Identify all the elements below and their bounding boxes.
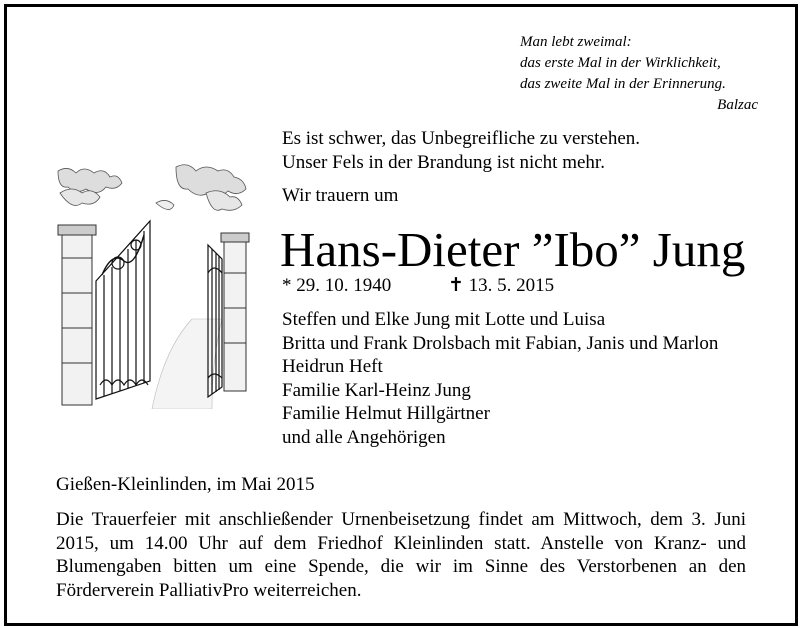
open-garden-gate-illustration	[56, 163, 250, 409]
mourner-entry: Britta und Frank Drolsbach mit Fabian, Janis und Marlon	[282, 332, 719, 354]
mourner-entry: und alle Angehörigen	[282, 426, 446, 448]
mourners-list	[282, 308, 718, 449]
intro-text	[282, 127, 640, 175]
quote-line: das erste Mal in der Wirklichkeit,	[520, 55, 721, 71]
quote-line: das zweite Mal in der Erinnerung.	[520, 76, 726, 92]
mourner-entry: Familie Helmut Hillgärtner	[282, 403, 490, 424]
quote-line: Man lebt zweimal:	[520, 34, 632, 50]
funeral-notice: Die Trauerfeier mit anschließender Urnenbeisetzung findet am Mittwoch, dem 3. Juni 2015, um 14.00 Uhr auf dem Friedhof Kleinlinden statt. Anstelle von Kranz- und Blumengaben bitten um eine Spende, die wir im Sinne des Verstorbenen an den Förderverein PalliativPro weiterreichen.	[56, 509, 746, 601]
death-date: ✝ 13. 5. 2015	[448, 275, 555, 296]
life-dates	[282, 274, 555, 298]
birth-date: * 29. 10. 1940	[282, 275, 392, 296]
intro-line: Es ist schwer, das Unbegreifliche zu verstehen.	[282, 128, 641, 149]
mourner-entry: Familie Karl-Heinz Jung	[282, 379, 471, 401]
mourner-entry: Heidrun Heft	[282, 356, 383, 377]
intro-line: Unser Fels in der Brandung ist nicht mehr.	[282, 152, 605, 173]
quote-author: Balzac	[717, 97, 758, 113]
epigraph-quote	[520, 32, 760, 116]
deceased-name: Hans-Dieter ”Ibo” Jung	[280, 222, 746, 277]
place-date: Gießen-Kleinlinden, im Mai 2015	[56, 474, 315, 495]
mourner-entry: Steffen und Elke Jung mit Lotte und Luisa	[282, 309, 606, 330]
mourning-line: Wir trauern um	[282, 185, 399, 206]
